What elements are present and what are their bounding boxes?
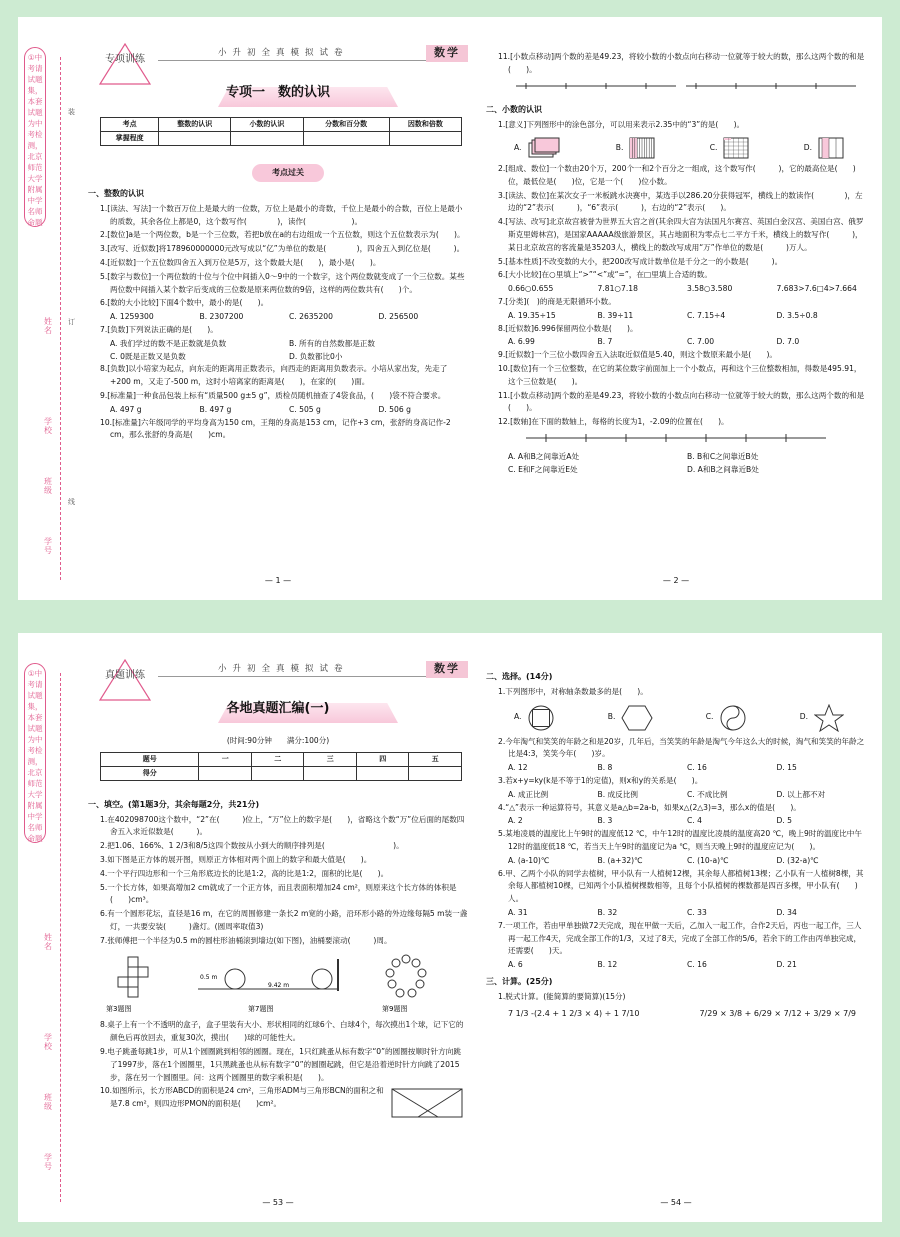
question: 11.[小数点移动]两个数的差是49.23，将较小数的小数点向右移动一位就等于较大的数，那么这两个数的和是( )。	[498, 52, 865, 74]
label-school: 学校	[44, 1033, 52, 1051]
fig-caption: 第9题图	[382, 1004, 408, 1013]
label-no: 学号	[44, 537, 52, 555]
options: A. 2 B. 3 C. 4 D. 5	[508, 816, 793, 826]
rectangle-figure	[388, 1085, 468, 1121]
subject-tag: 数学	[426, 45, 468, 62]
subject-tag: 数学	[426, 661, 468, 678]
question: 3.如下图是正方体的展开图，则原正方体相对两个面上的数字和最大值是( )。	[100, 854, 372, 864]
question: 4.[近似数]一个五位数四舍五入到万位是5万，这个数最大是( )，最小是( )。	[100, 257, 381, 267]
options: A. 6.99 B. 7 C. 7.00 D. 7.0	[508, 337, 800, 347]
question: 7.[负数]下列说法正确的是( )。	[100, 324, 218, 334]
question: 9.[近似数]一个三位小数四舍五入法取近似值是5.40，则这个数原来最小是( )。	[498, 350, 777, 360]
page-number: — 2 —	[662, 576, 690, 586]
strip-mark: 线	[68, 498, 75, 506]
question: 3.[改写、近似数]将178960000000元改写成以“亿”为单位的数是( )，四舍五入到亿位是( )。	[100, 244, 465, 254]
label-name: 姓名	[44, 933, 52, 951]
page-54	[486, 633, 866, 1222]
number-line-figure	[486, 78, 866, 96]
section-heading: 二、选择。(14分)	[486, 672, 553, 681]
question: 3.若x+y=ky(k是不等于1的定值)，则x和y的关系是( )。	[498, 775, 703, 785]
options: A. 12 B. 8 C. 16 D. 15	[508, 763, 797, 773]
question: 6.有一个圆形花坛，直径是16 m，在它的周围修建一条长2 m宽的小路，沿环形小路的外边缘每隔5 m装一盏灯，一共要安装( )盏灯。(圆周率取值3)	[100, 909, 468, 931]
question: 6.甲、乙两个小队的同学去植树，甲小队有一人植树12棵，其余每人都植树13棵；乙小队有一人植树8棵，其余每人都植树10棵，已知两个小队植树棵数相等，且每个小队植树的棵数都是四百多棵，甲小队有( )人。	[498, 868, 864, 904]
question: 5.[基本性质]不改变数的大小，把200改写成计数单位是千分之一的小数是( )。	[498, 256, 783, 266]
section-heading: 二、小数的认识	[486, 105, 542, 115]
label-class: 班级	[44, 477, 52, 495]
label-class: 班级	[44, 1093, 52, 1111]
bottom-sheet	[18, 633, 882, 1222]
question: 10.如图所示，长方形ABCD的面积是24 cm²，三角形ADM与三角形BCN的面积之和是7.8 cm²，则四边形PMON的面积是( )cm²。	[100, 1086, 384, 1109]
question: 9.[标准量]一种食品包装上标有“质量500 g±5 g”，质检员随机抽查了4袋食品，( )袋不符合要求。	[100, 390, 446, 400]
label-name: 姓名	[44, 317, 52, 335]
page-2	[486, 17, 866, 600]
cut-line	[60, 673, 61, 1202]
expression: 7/29 × 3/8 + 6/29 × 7/12 + 3/29 × 7/9	[699, 1008, 857, 1018]
options: A. (a-10)℃ B. (a+32)℃ C. (10-a)℃ D. (32-a)℃	[508, 855, 819, 865]
question: 10.[标准量]六年级同学的平均身高为150 cm，王翔的身高是153 cm，记作+3 cm，张舒的身高记作-2 cm，那么张舒的身高是( )cm。	[100, 417, 451, 440]
options: A. 我们学过的数不是正数就是负数 B. 所有的自然数都是正数	[110, 338, 375, 348]
question: 2.今年淘气和笑笑的年龄之和是20岁，几年后，当笑笑的年龄是淘气今年这么大的时候，淘气和笑笑的年龄之比是4:3，笑笑今年( )岁。	[498, 736, 865, 759]
options: A. 497 g B. 497 g C. 505 g D. 506 g	[110, 404, 411, 414]
number-line-figure	[486, 430, 866, 446]
question: 1.下列图形中，对称轴条数最多的是( )。	[498, 686, 648, 696]
top-sheet	[18, 17, 882, 600]
question: 4.[写法、改写]北京故宫被誉为世界五大宫之首(其余四大宫为法国凡尔赛宫、英国白金汉宫、美国白宫、俄罗斯克里姆林宫)，是国家AAAAA级旅游景区，其占地面积为零点七二平方千米，横线上的数写作( )，某日北京故宫的客流量是35203人，横线上的数改写成用“万”作单位的数是( )万人。	[498, 217, 864, 252]
score-table: 题号 一 二 三 四 五 得分	[100, 752, 462, 781]
question: 8.桌子上有一个不透明的盒子，盒子里装有大小、形状相同的红球6个、白球4个，每次摸出1个球，记下它的颜色后再放回去，重复30次，摸出( )球的可能性大。	[100, 1020, 464, 1043]
fig-caption: 第3题图	[106, 1004, 132, 1013]
expressions	[486, 1008, 866, 1021]
question: 9.电子跳蚤每跳1步，可从1个圆圈跳到相邻的圆圈。现在，1只红跳蚤从标有数字“0”的圆圈按顺时针方向跳了1997步，落在1个圆圈里，1只黑跳蚤也从标有数字“0”的圆圈起跳，但它是沿着逆时针方向跳了2015步，落在另一个圆圈里。问：这两个圆圈里的数字乘积是( )。	[100, 1046, 461, 1082]
options: A. 成正比例 B. 成反比例 C. 不成比例 D. 以上都不对	[508, 789, 826, 799]
question: 4.“△”表示一种运算符号，其意义是a△b=2a-b，如果x△(2△3)=3，那么x的值是( )。	[498, 802, 801, 812]
section-heading: 一、填空。(第1题3分，其余每题2分，共21分)	[88, 799, 260, 809]
section-heading: 三、计算。(25分)	[486, 976, 553, 986]
question: 4.一个平行四边形和一个三角形底边长的比是1:2，高的比是1:2，面积的比是( )。	[100, 868, 389, 878]
series-title: 小升初全真模拟试卷	[218, 48, 349, 58]
mastery-table: 考点 整数的认识 小数的认识 分数和百分数 因数和倍数 掌握程度	[100, 117, 462, 146]
svg-text:0.5 m: 0.5 m	[200, 973, 218, 981]
strip-note: ①中考请试题集，本套试题为中考检测，北京师范大学附属中学名师命题	[24, 47, 46, 227]
question: 2.[数位]a是一个两位数，b是一个三位数，若把b放在a的右边组成一个五位数，则这个五位数表示为( )。	[100, 230, 465, 240]
options: A. 31 B. 32 C. 33 D. 34	[508, 907, 797, 917]
question: 2.[组成、数位]一个数由20个万，200个一和2个百分之一组成，这个数写作( )，它的最高位是( )位，最低位是( )位，它是一个( )位小数。	[498, 163, 856, 186]
page-title: 各地真题汇编(一)	[88, 703, 468, 725]
section-badge: 考点过关	[252, 164, 324, 182]
series-title: 小升初全真模拟试卷	[218, 664, 349, 674]
options: C. E和F之间靠近E处 D. A和B之间靠近B处	[508, 464, 759, 474]
question: 5.[数字与数位]一个两位数的十位与个位中间插入0～9中的一个数字，这个两位数就变成了一个三位数。某些两位数中间插入某个数字后变成的三位数是原来两位数的9倍，这样的两位数共有( )个。	[100, 271, 465, 294]
fig-caption: 第7题图	[248, 1004, 274, 1013]
question: 1.[意义]下列图形中的涂色部分，可以用来表示2.35中的“3”的是( )。	[498, 120, 745, 130]
question: 5.一个长方体，如果高增加2 cm就成了一个正方体，而且表面积增加24 cm²，则原来这个长方体的体积是( )cm³。	[100, 882, 457, 905]
options: A. 19.35÷15 B. 39÷11 C. 7.15÷4 D. 3.5÷0.8	[508, 310, 818, 320]
strip-note: ①中考请试题集，本套试题为中考检测，北京师范大学附属中学名师命题	[24, 663, 46, 843]
svg-text:9.42 m: 9.42 m	[268, 981, 290, 989]
page-number: — 53 —	[262, 1198, 294, 1208]
options: A. 1259300 B. 2307200 C. 2635200 D. 256500	[110, 312, 419, 322]
page-number: — 54 —	[660, 1198, 692, 1208]
page-title: 专项一 数的认识	[88, 87, 468, 109]
label-school: 学校	[44, 417, 52, 435]
question: 5.某地凌晨的温度比上午9时的温度低12 ℃，中午12时的温度比凌晨的温度高20 ℃，晚上9时的温度比中午12时的温度低18 ℃，若当天上午9时的温度记为a ℃，则当天晚上9时的温度应记为( )。	[498, 829, 862, 851]
binding-strip	[18, 17, 88, 600]
page-1	[88, 17, 468, 600]
options: C. 0既是正数又是负数 D. 负数都比0小	[110, 351, 343, 361]
figure-options: A. B. C. D.	[486, 133, 866, 163]
question: 12.[数轴]在下面的数轴上，每格的长度为1，-2.09的位置在( )。	[498, 417, 729, 427]
options: A. A和B之间靠近A处 B. B和C之间靠近B处	[508, 451, 759, 461]
question: 8.[负数]以小培家为起点，向东走的距离用正数表示，向西走的距离用负数表示。小培从家出发，先走了+200 m，又走了-500 m，这时小培离家的距离是( )，在家的( )面。	[100, 364, 448, 387]
question: 6.[大小比较]在○里填上“>”“<”或“=”，在□里填上合适的数。	[498, 270, 712, 280]
binding-strip	[18, 633, 88, 1222]
strip-mark: 订	[68, 318, 75, 326]
question: 7.张师傅把一个半径为0.5 m的圆柱形油桶滚到墙边(如下图)，油桶要滚动( )周。	[100, 935, 392, 945]
corner-badge: 专项训练	[98, 42, 152, 86]
question: 7.一项工作，若由甲单独做72天完成，现在甲做一天后，乙加入一起工作，合作2天后，丙也一起工作，三人再一起工作4天，完成全部工作的1/3，又过了8天，完成了全部工作的5/6，若余下的工作由丙单独完成，还需要( )天。	[498, 920, 862, 956]
question: 7.[分类]( )的商是无限循环小数。	[498, 296, 616, 306]
question: 10.[数位]有一个三位整数，在它的某位数字前面加上一个小数点，再和这个三位整数相加，得数是495.91，这个三位数是( )。	[498, 363, 862, 386]
expression: 7 1/3 -(2.4 + 1 2/3 × 4) ÷ 1 7/10	[508, 1008, 640, 1018]
question: 8.[近似数]6.996保留两位小数是( )。	[498, 323, 638, 333]
page-53	[88, 633, 468, 1222]
figure-options: A. B. C. D.	[486, 700, 866, 736]
section-heading: 一、整数的认识	[88, 189, 144, 198]
options: A. 6 B. 12 C. 16 D. 21	[508, 960, 797, 970]
question: 6.[数的大小比较]下面4个数中，最小的是( )。	[100, 298, 269, 308]
label-no: 学号	[44, 1153, 52, 1171]
question: 1.在402098700这个数中，“2”在( )位上，“万”位上的数字是( )，省略这个数“万”位后面的尾数四舍五入求近似数是( )。	[100, 814, 465, 837]
exam-info: (时间:90分钟 满分:100分)	[226, 736, 330, 745]
corner-badge: 真题训练	[98, 658, 152, 702]
options: 0.66○0.655 7.81○7.18 3.58○3.580 7.683>7.6□4>7.664	[508, 284, 857, 294]
question: 2.把1.06、166%、1 2/3和8/5这四个数按从小到大的顺序排列是( )。	[100, 841, 404, 851]
question: 1.脱式计算。(能简算的要简算)(15分)	[498, 991, 626, 1001]
page-number: — 1 —	[264, 576, 292, 586]
strip-mark: 装	[68, 108, 75, 116]
question: 1.[读法、写法]一个数百万位上是最大的一位数，万位上是最小的奇数，千位上是最小的合数，百位上是最小的质数，其余各位上都是0，这个数写作( )，读作( )。	[100, 203, 463, 226]
question: 3.[读法、数位]在某次女子一米板跳水决赛中，某选手以286.20分获得冠军，横线上的数读作( )，左边的“2”表示( )，“6”表示( )，右边的“2”表示( )。	[498, 190, 863, 213]
question: 11.[小数点移动]两个数的差是49.23，将较小数的小数点向右移动一位就等于较大的数，那么这两个数的和是( )。	[498, 390, 865, 413]
cut-line	[60, 57, 61, 580]
figures-row	[88, 949, 468, 1015]
